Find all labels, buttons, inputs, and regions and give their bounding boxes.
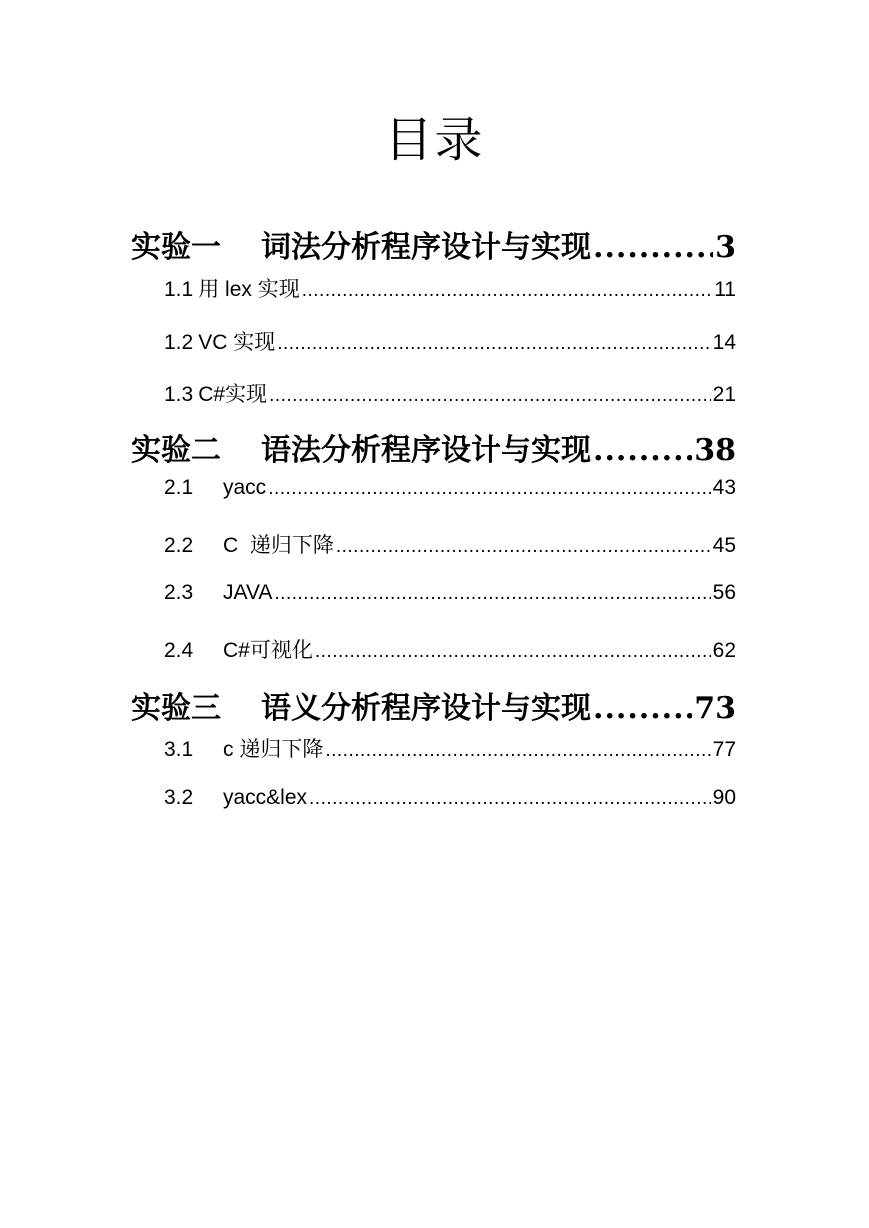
chapter-title: 词法分析程序设计与实现	[261, 230, 591, 265]
dot-leader	[593, 230, 713, 265]
toc-section-1-1[interactable]	[164, 273, 736, 303]
page-number: 62	[712, 639, 736, 662]
dot-leader	[593, 433, 692, 468]
section-number: 1.3	[164, 383, 194, 406]
section-number: 1.1	[164, 278, 194, 301]
dot-leader	[315, 641, 711, 663]
chapter-number: 实验三	[131, 691, 221, 726]
dot-leader	[336, 536, 711, 558]
page-number: 14	[712, 331, 736, 354]
chapter-title: 语法分析程序设计与实现	[261, 433, 591, 468]
dot-leader	[593, 691, 692, 726]
toc-chapter-3[interactable]	[131, 683, 736, 726]
page-number: 77	[712, 738, 736, 761]
page-number: 3	[715, 230, 736, 265]
page-number: 73	[694, 691, 736, 726]
page-number: 11	[714, 278, 736, 301]
section-number: 3.2	[164, 786, 194, 809]
dot-leader	[309, 788, 711, 810]
dot-leader	[325, 740, 710, 762]
dot-leader	[269, 385, 711, 407]
toc-chapter-1[interactable]	[131, 222, 736, 265]
dot-leader	[302, 280, 712, 302]
dot-leader	[274, 583, 710, 605]
page-number: 43	[712, 476, 736, 499]
section-number: 2.3	[164, 581, 194, 604]
section-number: 3.1	[164, 738, 194, 761]
section-title: yacc	[223, 476, 267, 499]
page-number: 45	[712, 534, 736, 557]
section-number: 1.2	[164, 331, 194, 354]
section-number: 2.1	[164, 476, 194, 499]
chapter-title: 语义分析程序设计与实现	[261, 691, 591, 726]
toc-section-2-4[interactable]	[164, 634, 736, 664]
page-number: 38	[694, 433, 736, 468]
section-title: C 递归下降	[223, 534, 334, 557]
toc-section-3-2[interactable]	[164, 786, 736, 816]
toc-chapter-2[interactable]	[131, 425, 736, 468]
section-title: C#实现	[198, 383, 268, 406]
section-title: JAVA	[223, 581, 273, 604]
chapter-number: 实验二	[131, 433, 221, 468]
toc-section-1-3[interactable]	[164, 378, 736, 408]
section-title: c 递归下降	[223, 738, 324, 761]
section-title: yacc&lex	[223, 786, 308, 809]
toc-section-2-3[interactable]	[164, 581, 736, 611]
toc-section-1-2[interactable]	[164, 326, 736, 356]
section-title: VC 实现	[198, 331, 276, 354]
dot-leader	[268, 478, 710, 500]
dot-leader	[277, 333, 710, 355]
toc-section-2-2[interactable]	[164, 529, 736, 559]
page-number: 90	[712, 786, 736, 809]
section-title: 用 lex 实现	[198, 278, 300, 301]
toc-title: 目录	[384, 112, 485, 168]
toc-section-3-1[interactable]	[164, 733, 736, 763]
section-number: 2.4	[164, 639, 194, 662]
page-number: 56	[712, 581, 736, 604]
section-number: 2.2	[164, 534, 194, 557]
chapter-number: 实验一	[131, 230, 221, 265]
toc-section-2-1[interactable]	[164, 476, 736, 506]
section-title: C#可视化	[223, 639, 313, 662]
page-number: 21	[712, 383, 736, 406]
